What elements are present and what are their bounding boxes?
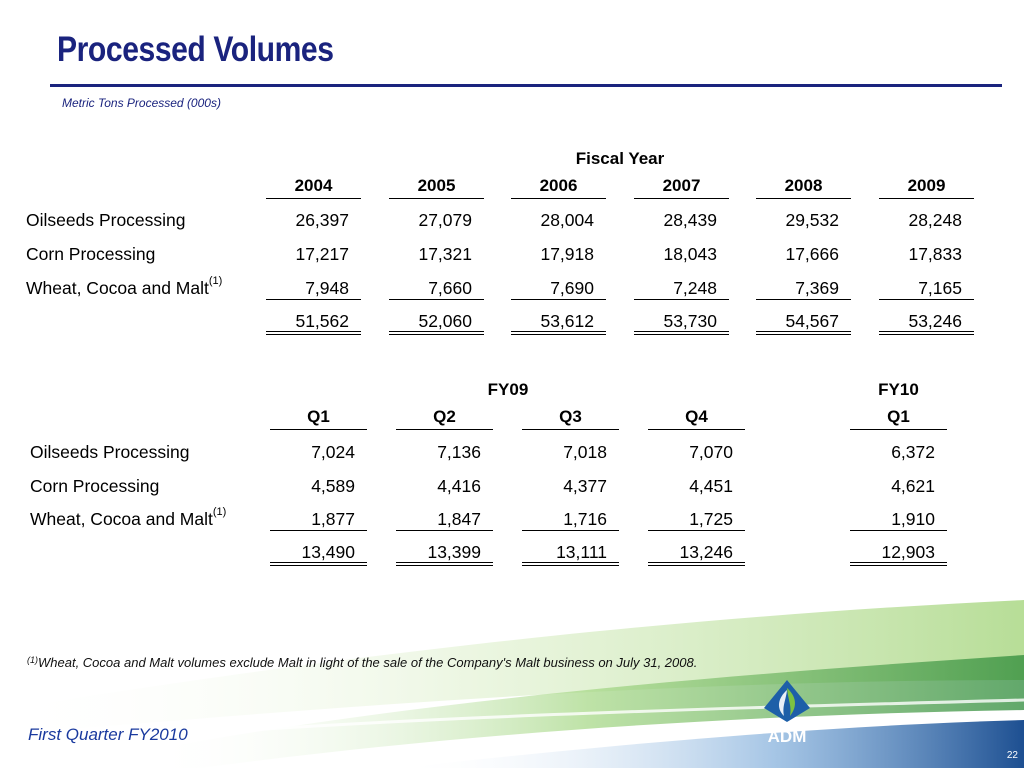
total-double-underline [879, 331, 974, 335]
header-underline [648, 429, 745, 430]
value-cell: 17,666 [785, 244, 839, 264]
row-label-oilseeds: Oilseeds Processing [26, 210, 186, 230]
value-cell: 7,070 [689, 442, 733, 462]
value-cell: 1,716 [563, 509, 607, 529]
value-cell: 4,451 [689, 476, 733, 496]
total-cell: 13,111 [556, 542, 607, 562]
year-header-2005: 2005 [417, 176, 456, 195]
total-cell: 13,399 [427, 542, 481, 562]
subtotal-underline [396, 530, 493, 531]
value-cell: 27,079 [418, 210, 472, 230]
header-underline [879, 198, 974, 199]
value-cell: 4,377 [563, 476, 607, 496]
subtotal-underline [389, 299, 484, 300]
subtitle: Metric Tons Processed (000s) [62, 96, 221, 110]
header-underline [389, 198, 484, 199]
value-cell: 7,024 [311, 442, 355, 462]
quarter-header-q4: Q4 [685, 407, 708, 426]
total-cell: 12,903 [881, 542, 935, 562]
header-underline [522, 429, 619, 430]
value-cell: 17,217 [295, 244, 349, 264]
total-cell: 51,562 [295, 311, 349, 331]
value-cell: 7,660 [428, 278, 472, 298]
value-cell: 7,136 [437, 442, 481, 462]
value-cell: 26,397 [295, 210, 349, 230]
footnote-marker: (1) [208, 275, 223, 287]
value-cell: 6,372 [891, 442, 935, 462]
total-cell: 13,246 [679, 542, 733, 562]
total-cell: 52,060 [418, 311, 472, 331]
value-cell: 1,910 [891, 509, 935, 529]
quarter-header-q3: Q3 [559, 407, 582, 426]
value-cell: 7,690 [550, 278, 594, 298]
total-cell: 13,490 [301, 542, 355, 562]
header-underline [396, 429, 493, 430]
value-cell: 17,321 [418, 244, 472, 264]
row-label-wheat [30, 506, 227, 530]
subtotal-underline [270, 530, 367, 531]
total-double-underline [396, 562, 493, 566]
subtotal-underline [648, 530, 745, 531]
value-cell: 28,004 [540, 210, 594, 230]
subtotal-underline [522, 530, 619, 531]
total-double-underline [756, 331, 851, 335]
row-label-oilseeds: Oilseeds Processing [30, 442, 190, 462]
total-cell: 54,567 [785, 311, 839, 331]
header-underline [634, 198, 729, 199]
header-underline [850, 429, 947, 430]
quarter-header-fy10-q1: Q1 [887, 407, 910, 426]
value-cell: 7,018 [563, 442, 607, 462]
total-double-underline [270, 562, 367, 566]
value-cell: 28,439 [663, 210, 717, 230]
total-double-underline [266, 331, 361, 335]
value-cell: 4,621 [891, 476, 935, 496]
year-header-2008: 2008 [784, 176, 823, 195]
subtotal-underline [511, 299, 606, 300]
row-label-corn: Corn Processing [26, 244, 156, 264]
quarter-header-q1: Q1 [307, 407, 330, 426]
header-underline [511, 198, 606, 199]
value-cell: 29,532 [785, 210, 839, 230]
value-cell: 1,725 [689, 509, 733, 529]
footer-label: First Quarter FY2010 [28, 725, 188, 744]
subtotal-underline [879, 299, 974, 300]
logo-text: ADM [767, 727, 807, 746]
total-double-underline [648, 562, 745, 566]
page-number: 22 [1006, 750, 1018, 761]
year-header-2009: 2009 [907, 176, 946, 195]
row-label-corn: Corn Processing [30, 476, 160, 496]
total-double-underline [522, 562, 619, 566]
row-label-text: Wheat, Cocoa and Malt [30, 509, 213, 529]
total-cell: 53,730 [663, 311, 717, 331]
quarter-header-q2: Q2 [433, 407, 456, 426]
total-cell: 53,612 [540, 311, 594, 331]
total-double-underline [850, 562, 947, 566]
footnote-text: Wheat, Cocoa and Malt volumes exclude Malt in light of the sale of the Company's Malt business on July 31, 2008. [38, 655, 698, 670]
subtotal-underline [266, 299, 361, 300]
row-label-wheat [26, 275, 223, 299]
header-underline [266, 198, 361, 199]
subtotal-underline [850, 530, 947, 531]
value-cell: 7,948 [305, 278, 349, 298]
fiscal-year-header: Fiscal Year [575, 149, 665, 168]
year-header-2007: 2007 [662, 176, 701, 195]
value-cell: 4,416 [437, 476, 481, 496]
subtotal-underline [634, 299, 729, 300]
adm-leaf-icon [764, 680, 810, 722]
value-cell: 28,248 [908, 210, 962, 230]
value-cell: 1,877 [311, 509, 355, 529]
footnote [27, 655, 697, 670]
footnote-marker: (1) [212, 506, 227, 518]
row-label-text: Wheat, Cocoa and Malt [26, 278, 209, 298]
total-double-underline [389, 331, 484, 335]
value-cell: 17,833 [908, 244, 962, 264]
value-cell: 18,043 [663, 244, 717, 264]
total-double-underline [511, 331, 606, 335]
value-cell: 1,847 [437, 509, 481, 529]
value-cell: 17,918 [540, 244, 594, 264]
footnote-marker: (1) [27, 655, 38, 665]
header-underline [756, 198, 851, 199]
total-cell: 53,246 [908, 311, 962, 331]
adm-logo [752, 678, 822, 748]
subtotal-underline [756, 299, 851, 300]
value-cell: 7,248 [673, 278, 717, 298]
value-cell: 7,369 [795, 278, 839, 298]
title-divider [50, 84, 1002, 87]
header-underline [270, 429, 367, 430]
page-title: Processed Volumes [57, 30, 334, 69]
year-header-2006: 2006 [539, 176, 578, 195]
value-cell: 7,165 [918, 278, 962, 298]
total-double-underline [634, 331, 729, 335]
fy09-header: FY09 [487, 380, 529, 399]
fy10-header: FY10 [878, 380, 919, 399]
year-header-2004: 2004 [294, 176, 333, 195]
value-cell: 4,589 [311, 476, 355, 496]
